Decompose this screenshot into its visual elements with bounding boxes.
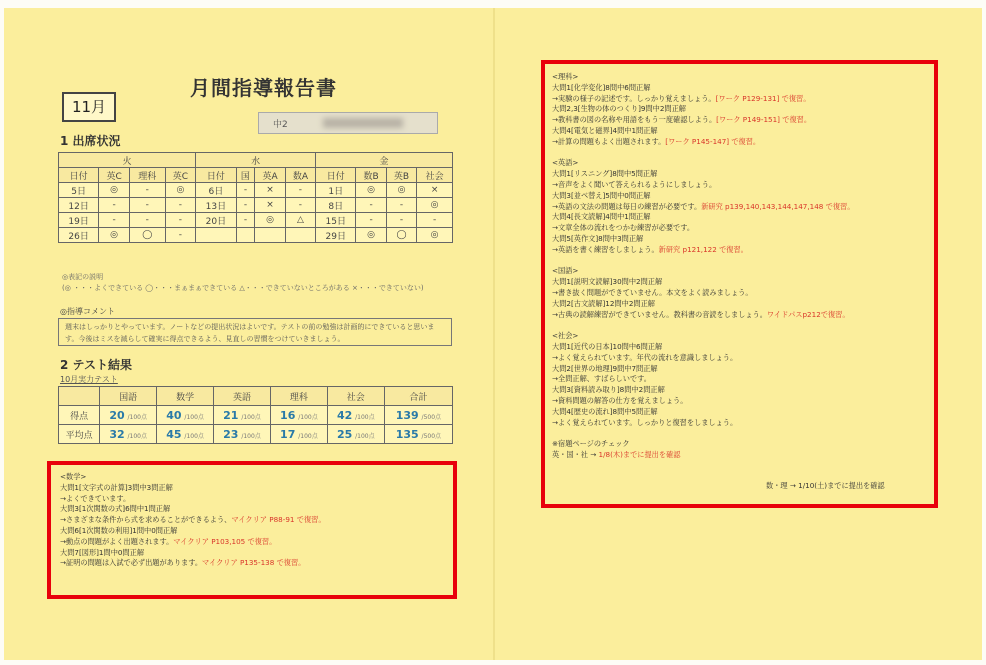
feedback-line: [60, 548, 326, 559]
attendance-row: [59, 213, 453, 228]
feedback-line: [552, 169, 854, 180]
col-header: 日付: [316, 168, 356, 183]
legend: [62, 272, 424, 294]
feedback-review-note: 1/8(木)までに提出を確認: [598, 449, 681, 459]
legend-title: ◎表記の説明: [62, 273, 104, 281]
feedback-text: 大問4[電気と磁界]4問中1問正解: [552, 125, 658, 135]
feedback-text: →よく覚えられています。しっかりと復習をしましょう。: [552, 417, 738, 427]
test-score-cell: [214, 406, 271, 425]
attendance-cell: ◎: [99, 228, 130, 243]
feedback-line: [552, 212, 854, 223]
test-score: 42: [336, 408, 353, 422]
feedback-text: →よく覚えられています。年代の流れを意識しましょう。: [552, 352, 738, 362]
feedback-line: [552, 126, 854, 137]
feedback-text: →全問正解、すばらしいです。: [552, 374, 651, 384]
feedback-text: 大問1[化学変化]8問中6問正解: [552, 82, 651, 92]
attendance-cell: -: [285, 183, 315, 198]
feedback-text: →計算の問題もよく出題されます。: [552, 136, 666, 146]
feedback-line: [552, 83, 854, 94]
feedback-line: [552, 115, 854, 126]
test-score: 32: [109, 427, 125, 441]
homework-check-math-science: [766, 481, 885, 492]
feedback-text: →資料問題の解答の仕方を覚えましょう。: [552, 395, 688, 405]
feedback-text: →英語の文法の問題は毎日の練習が必要です。: [552, 201, 702, 211]
attendance-cell: 8日: [316, 198, 356, 213]
day-header-wed: 水: [196, 153, 316, 168]
math-feedback: [60, 472, 326, 569]
feedback-text: →さまざまな条件から式を求めることができるよう、: [60, 515, 232, 525]
feedback-text: →教科書の図の名称や用語をもう一度確認しよう。: [552, 115, 717, 125]
comment-label: ◎指導コメント: [60, 307, 115, 316]
feedback-review-note: ワイドパスp212で復習。: [766, 309, 850, 319]
attendance-cell: ×: [255, 183, 285, 198]
attendance-cell: ◎: [386, 183, 416, 198]
feedback-line: [60, 515, 326, 526]
feedback-line: [552, 310, 854, 321]
feedback-line: [552, 148, 854, 159]
feedback-text: →よくできています。: [60, 493, 131, 503]
col-header: 数A: [285, 168, 315, 183]
attendance-cell: △: [285, 213, 315, 228]
feedback-text: 大問4[歴史の流れ]8問中5問正解: [552, 406, 658, 416]
homework-footer-text: 数・理 → 1/10(土)までに提出を確認: [766, 481, 885, 490]
attendance-cell: ◎: [356, 228, 386, 243]
feedback-text: 大問3[1次関数の式]6問中1問正解: [60, 504, 171, 514]
test-row: [59, 406, 453, 425]
feedback-review-note: 新研究 p121,122 で復習。: [658, 244, 748, 254]
feedback-line: [552, 407, 854, 418]
attendance-cell: -: [129, 213, 165, 228]
feedback-line: [552, 299, 854, 310]
attendance-cell: -: [165, 198, 196, 213]
test-score: 17: [280, 427, 296, 441]
col-header: 英C: [165, 168, 196, 183]
attendance-cell: -: [99, 213, 130, 228]
comment-box: 週末はしっかりとやっています。ノートなどの提出状況はよいです。テストの前の勉強は計画的にできていると思います。今後はミスを減らして確実に得点できるよう、見直しの習慣をつけていきましょう。: [58, 318, 452, 346]
feedback-line: [552, 374, 854, 385]
attendance-cell: ×: [417, 183, 453, 198]
feedback-text: 大問6[1次関数の利用]1問中0問正解: [60, 525, 178, 535]
test-unit: /100点: [355, 432, 375, 440]
col-header: 理科: [129, 168, 165, 183]
feedback-line: [552, 72, 854, 83]
section-test-title: 2 テスト結果: [60, 358, 133, 372]
student-name-box: [258, 112, 438, 134]
feedback-review-note: [ワーク P145-147] で復習。: [665, 136, 761, 146]
attendance-cell: -: [386, 213, 416, 228]
feedback-line: [552, 331, 854, 342]
col-header: 英A: [255, 168, 285, 183]
test-unit: /100点: [127, 432, 147, 440]
attendance-cell: [236, 228, 255, 243]
month-label: 11月: [62, 92, 116, 122]
feedback-text: →書き抜く問題ができていません。本文をよく読みましょう。: [552, 287, 753, 297]
feedback-line: [552, 320, 854, 331]
attendance-cell: -: [129, 183, 165, 198]
attendance-cell: ◎: [417, 228, 453, 243]
attendance-cell: 12日: [59, 198, 99, 213]
feedback-text: 英・国・社 →: [552, 449, 599, 459]
attendance-cell: 15日: [316, 213, 356, 228]
test-unit: /100点: [298, 432, 318, 440]
feedback-text: 大問3[資料読み取り]8問中2問正解: [552, 385, 665, 395]
blurred-name: [323, 118, 403, 128]
test-subject-header: 理科: [270, 387, 327, 406]
test-unit: /500点: [421, 432, 442, 440]
attendance-cell: 1日: [316, 183, 356, 198]
feedback-review-note: マイクリア P103,105 で復習。: [173, 536, 277, 546]
feedback-text: →英語を書く練習をしましょう。: [552, 244, 659, 254]
attendance-row: [59, 183, 453, 198]
feedback-line: [552, 266, 854, 277]
page-fold: [493, 8, 495, 660]
feedback-line: [552, 245, 854, 256]
test-score: 23: [223, 427, 239, 441]
feedback-line: [552, 137, 854, 148]
attendance-cell: ◯: [386, 228, 416, 243]
attendance-cell: -: [236, 198, 255, 213]
feedback-text: 大問1[文字式の計算]3問中3問正解: [60, 482, 173, 492]
feedback-line: [552, 461, 854, 472]
test-subject-header: 数学: [157, 387, 214, 406]
feedback-text: ※宿題ページのチェック: [552, 439, 630, 449]
attendance-cell: -: [99, 198, 130, 213]
test-score: 25: [336, 427, 353, 441]
test-unit: /500点: [421, 413, 442, 421]
test-corner-cell: [59, 387, 100, 406]
attendance-cell: -: [129, 198, 165, 213]
feedback-line: [552, 385, 854, 396]
test-subject-header: 国語: [100, 387, 157, 406]
feedback-line: [552, 364, 854, 375]
feedback-line: [552, 191, 854, 202]
test-subject-header: 英語: [214, 387, 271, 406]
attendance-table: [58, 152, 453, 243]
col-header: 日付: [59, 168, 99, 183]
feedback-text: 大問5[英作文]8問中3問正解: [552, 233, 644, 243]
feedback-line: [552, 353, 854, 364]
feedback-text: <英語>: [552, 158, 579, 168]
feedback-text: 大問2[古文読解]12問中2問正解: [552, 298, 655, 308]
attendance-cell: ◎: [417, 198, 453, 213]
feedback-line: [60, 537, 326, 548]
col-header: 英C: [99, 168, 130, 183]
attendance-cell: ×: [255, 198, 285, 213]
feedback-text: <社会>: [552, 331, 579, 341]
attendance-cell: -: [165, 213, 196, 228]
feedback-review-note: 新研究 p139,140,143,144,147,148 で復習。: [701, 201, 855, 211]
feedback-line: [552, 418, 854, 429]
test-subject-header: 合計: [384, 387, 452, 406]
feedback-line: [60, 483, 326, 494]
test-score-cell: [327, 425, 384, 444]
col-header: 数B: [356, 168, 386, 183]
col-header: 英B: [386, 168, 416, 183]
attendance-cell: ◎: [165, 183, 196, 198]
attendance-cell: 29日: [316, 228, 356, 243]
test-subtitle: 10月実力テスト: [60, 375, 118, 384]
test-unit: /100点: [241, 432, 261, 440]
test-subject-header: 社会: [327, 387, 384, 406]
day-header-tue: 火: [59, 153, 196, 168]
day-header-fri: 金: [316, 153, 453, 168]
test-score-cell: [100, 425, 157, 444]
feedback-review-note: マイクリア P88-91 で復習。: [231, 515, 326, 525]
test-score-cell: [384, 425, 452, 444]
feedback-line: [60, 494, 326, 505]
feedback-text: →実験の様子の記述です。しっかり覚えましょう。: [552, 93, 716, 103]
feedback-line: [60, 526, 326, 537]
feedback-text: 大問1[説明文読解]30問中2問正解: [552, 277, 663, 287]
feedback-text: <理科>: [552, 72, 579, 81]
feedback-line: [552, 158, 854, 169]
test-unit: /100点: [298, 413, 318, 421]
feedback-review-note: [ワーク P149-151] で復習。: [716, 115, 812, 125]
attendance-cell: -: [356, 198, 386, 213]
grade-label: 中2: [273, 120, 288, 130]
col-header: 日付: [196, 168, 236, 183]
feedback-text: 大問7[図形]1問中0問正解: [60, 547, 145, 557]
feedback-line: [552, 180, 854, 191]
col-header: 国: [236, 168, 255, 183]
feedback-text: 大問4[長文読解]4問中1問正解: [552, 212, 651, 222]
test-score: 135: [395, 427, 419, 441]
feedback-line: [552, 234, 854, 245]
attendance-cell: 20日: [196, 213, 236, 228]
test-score: 16: [280, 408, 296, 422]
attendance-cell: -: [386, 198, 416, 213]
feedback-line: [552, 439, 854, 450]
feedback-text: →音声をよく聞いて答えられるようにしましょう。: [552, 179, 717, 189]
test-unit: /100点: [241, 413, 261, 421]
feedback-line: [552, 223, 854, 234]
test-row: [59, 425, 453, 444]
test-unit: /100点: [184, 432, 204, 440]
attendance-cell: ◎: [99, 183, 130, 198]
feedback-line: [552, 428, 854, 439]
attendance-cell: ◯: [129, 228, 165, 243]
feedback-review-note: マイクリア P135-138 で復習。: [202, 558, 306, 568]
attendance-cell: -: [285, 198, 315, 213]
feedback-review-note: [ワーク P129-131] で復習。: [715, 93, 811, 103]
legend-text: (◎ ・・・よくできている ◯・・・まぁまぁできている △・・・できていないところがある ×・・・できていない): [62, 284, 424, 292]
feedback-text: 大問1[リスニング]8問中5問正解: [552, 169, 658, 179]
page-title: 月間指導報告書: [190, 76, 337, 100]
feedback-text: <国語>: [552, 266, 579, 276]
feedback-text: 大問3[並べ替え]5問中0問正解: [552, 190, 651, 200]
attendance-cell: [196, 228, 236, 243]
attendance-row: [59, 228, 453, 243]
feedback-line: [552, 94, 854, 105]
test-score: 45: [166, 427, 182, 441]
test-score: 21: [223, 408, 239, 422]
attendance-cell: -: [236, 183, 255, 198]
attendance-cell: ◎: [255, 213, 285, 228]
test-row-label: 平均点: [59, 425, 100, 444]
feedback-line: [552, 256, 854, 267]
attendance-cell: 26日: [59, 228, 99, 243]
test-unit: /100点: [184, 413, 204, 421]
feedback-text: →古典の読解練習ができていません。教科書の音読をしましょう。: [552, 309, 767, 319]
feedback-line: [552, 450, 854, 461]
attendance-cell: [285, 228, 315, 243]
test-score: 40: [166, 408, 182, 422]
section-attendance-title: 1 出席状況: [60, 134, 121, 148]
test-score-cell: [270, 425, 327, 444]
attendance-cell: 5日: [59, 183, 99, 198]
test-score: 20: [109, 408, 125, 422]
attendance-cell: 19日: [59, 213, 99, 228]
feedback-line: [552, 342, 854, 353]
subject-feedback: [552, 72, 854, 471]
test-score: 139: [395, 408, 419, 422]
attendance-cell: 6日: [196, 183, 236, 198]
test-score-cell: [384, 406, 452, 425]
feedback-line: [60, 558, 326, 569]
test-score-cell: [327, 406, 384, 425]
attendance-cell: -: [356, 213, 386, 228]
feedback-line: [552, 202, 854, 213]
feedback-line: [552, 288, 854, 299]
feedback-text: <数学>: [60, 472, 87, 481]
test-score-cell: [157, 406, 214, 425]
test-results-table: [58, 386, 453, 444]
feedback-line: [60, 504, 326, 515]
test-score-cell: [100, 406, 157, 425]
feedback-text: →証明の問題は入試で必ず出題があります。: [60, 558, 203, 568]
test-row-label: 得点: [59, 406, 100, 425]
feedback-line: [552, 104, 854, 115]
test-score-cell: [157, 425, 214, 444]
feedback-text: →動点の問題がよく出題されます。: [60, 536, 174, 546]
feedback-text: 大問2[世界の地理]9問中7問正解: [552, 363, 658, 373]
col-header: 社会: [417, 168, 453, 183]
attendance-cell: -: [165, 228, 196, 243]
attendance-cell: ◎: [356, 183, 386, 198]
feedback-line: [552, 277, 854, 288]
feedback-text: 大問1[近代の日本]10問中6問正解: [552, 341, 663, 351]
feedback-text: →文章全体の流れをつかむ練習が必要です。: [552, 223, 695, 233]
attendance-cell: -: [417, 213, 453, 228]
test-unit: /100点: [355, 413, 375, 421]
test-score-cell: [270, 406, 327, 425]
feedback-line: [552, 396, 854, 407]
attendance-cell: 13日: [196, 198, 236, 213]
attendance-row: [59, 198, 453, 213]
feedback-text: 大問2,3[生物の体のつくり]9問中2問正解: [552, 104, 686, 114]
test-unit: /100点: [127, 413, 147, 421]
test-score-cell: [214, 425, 271, 444]
attendance-cell: [255, 228, 285, 243]
attendance-cell: -: [236, 213, 255, 228]
feedback-line: [60, 472, 326, 483]
